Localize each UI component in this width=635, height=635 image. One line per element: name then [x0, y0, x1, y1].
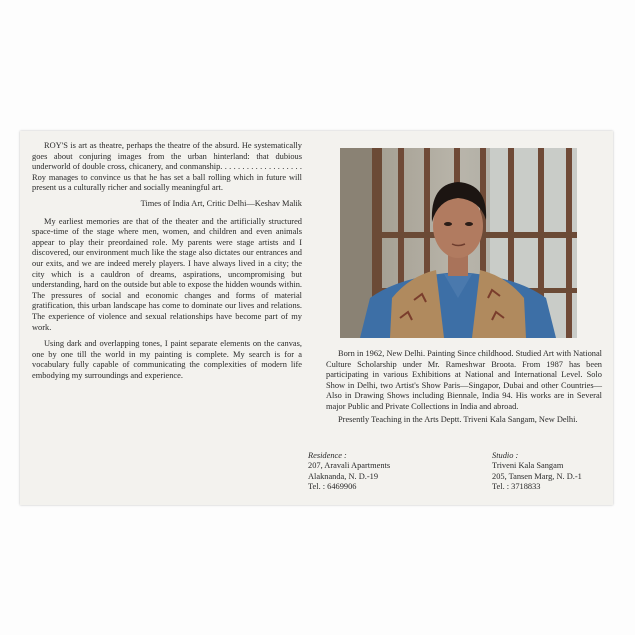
- critic-credit: Times of India Art, Critic Delhi—Keshav Malik: [140, 198, 302, 208]
- studio-line1: Triveni Kala Sangam: [492, 461, 564, 471]
- statement-column: [32, 141, 302, 387]
- artist-card: [20, 131, 613, 505]
- residence-block: [308, 451, 390, 493]
- critic-quote-paragraph: ROY'S is art as theatre, perhaps the theatre of the absurd. He systematically goes about conjuring images from the urban hinterland: that dubious underworld of double cross, chicanery, and conmanship. . . . . . . . . . . . . . . . . . . Roy manages to convince us that he has set a ball rolling which in future will present us a culturally richer and socially meaningful art.: [32, 141, 302, 193]
- residence-label: Residence :: [308, 451, 347, 460]
- bio-paragraph: Born in 1962, New Delhi. Painting Since childhood. Studied Art with National Culture Scholarship under Mr. Rameshwar Broota. From 1987 has been participating in various Exhibitions at National and International Level. Solo Show in Delhi, two Artist's Show Paris—Singapor, Dubai and other Countries—Also in Drawing Shows including Biennale, India 94. His works are in Several major Public and Private Collections in India and abroad.: [326, 349, 602, 411]
- artist-portrait-photo: [340, 148, 577, 338]
- portrait-illustration: [340, 148, 577, 338]
- method-paragraph: Using dark and overlapping tones, I paint separate elements on the canvas, one by one till the world in my painting is complete. My search is for a vocabulary fully capable of communicating the complexities of modern life embodying my surroundings and experience.: [32, 339, 302, 380]
- artist-bio: [326, 349, 602, 427]
- teaching-paragraph: Presently Teaching in the Arts Deptt. Triveni Kala Sangam, New Delhi.: [338, 414, 578, 424]
- studio-label: Studio :: [492, 451, 519, 460]
- residence-line2: Alaknanda, N. D.-19: [308, 471, 379, 481]
- studio-phone: Tel. : 3718833: [492, 482, 541, 492]
- studio-line2: 205, Tansen Marg, N. D.-1: [492, 471, 582, 481]
- residence-line1: 207, Aravali Apartments: [308, 461, 391, 471]
- residence-phone: Tel. : 6469906: [308, 482, 357, 492]
- studio-block: [492, 451, 582, 493]
- memories-paragraph: My earliest memories are that of the theater and the artificially structured space-time of the stage where men, women, and children and even animals appear to play their preordained role. My parents were stage artists and I discovered, our environment much like the stage also dictates our entrances and our exits, and we are indeed merely players. I have always lived in a city; the city which is a cauldron of dreams, aspirations, uncompromising but understanding, hard on the outside but able to expose the hidden wounds within. The pressures of social and economic changes and forms of material gratification, this urban landscape has come to dominate our lives and relations. The experience of violence and sexual relationships have become part of my work.: [32, 216, 302, 332]
